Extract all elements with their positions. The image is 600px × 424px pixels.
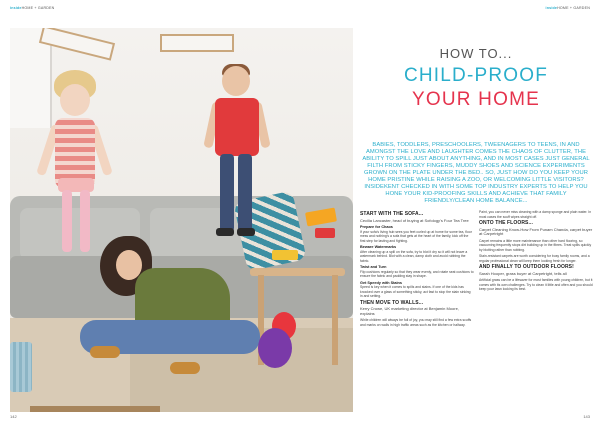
toy-red [315,228,335,238]
body-column-2 [479,210,593,294]
headline-how-to: HOW TO... [439,46,513,61]
brand-left: inside [10,6,22,10]
paragraph-walls: While children will always be full of joy, you may still find a few extra scuffs and marks on walls in high traffic areas such as the kitchen or hallway. [360,318,472,327]
paragraph-grass: Artificial grass can be a lifesaver for most families with young children, but it comes with its own challenges. Try to clean it little and often and you should keep your lawn looking its best. [479,278,593,291]
section-heading-floors: ONTO THE FLOORS... [479,220,533,226]
byline-sofa: Cecilia Lancaster, head of buying at Sofology's Four Tea Tree [360,217,469,223]
headline-your-home: YOUR HOME [412,89,540,110]
boy-leg-left [220,154,234,232]
page-number-right: 143 [583,414,590,419]
running-header-right [546,6,590,10]
subheading-prepare: Prepare for Chaos [360,225,393,229]
headline-child-proof: CHILD-PROOF [403,65,549,86]
section-heading-outdoor: AND FINALLY TO OUTDOOR FLOORS! [479,264,574,270]
section-right: HOME + GARDEN [557,6,590,10]
byline-outdoor: Sarah Hooper, grass buyer at Carpetright, tells all [479,270,567,276]
paragraph-twist: Flip cushions regularly so that they wear evenly, and rotate seat cushions to ensure the fabric and padding stay in shape. [360,269,474,278]
headline [360,46,592,111]
paragraph-watermarks: After cleaning up a spill on the sofa, try to blot it dry so it will not leave a watermark behind. Blot with a clean, damp cloth and avoid rubbing the fabric. [360,249,468,263]
body-column-1 [360,210,474,329]
boy-red-shirt [215,98,259,156]
girl-head [60,84,90,116]
section-heading-sofa: START WITH THE SOFA... [360,211,424,217]
paragraph-paint: Paint, you can never miss cleaning with a damp sponge and plain water. In most cases the scuff wipes straight off. [479,210,592,219]
paragraph-carpet: Carpet remains a little more maintenance than other hard flooring, so vacuuming frequently stops dirt building up in the fibres. Treat spills quickly by blotting rather than rubbing. [479,238,592,252]
subheading-watermarks: Beware Watermarks [360,245,397,249]
balloon-purple [258,328,292,368]
byline-walls: Kerry Crowe, UK marketing director at Benjamin Moore, explains [360,306,459,316]
byline-floors: Carpet Cleaning Know-How From Punam Chanda, carpet buyer at Carpetright [479,226,593,236]
boy-shoe-left [216,228,234,236]
picture-frame-right [160,34,234,52]
side-table-top [250,268,345,276]
mother-shoe-left [90,346,120,358]
family-living-room-photo [10,28,353,412]
toy-basket [10,342,32,392]
mother-shoe-right [170,362,200,374]
girl-leg-left [62,190,72,252]
intro-paragraph: BABIES, TODDLERS, PRESCHOOLERS, TWEENAGERS TO TEENS, IN AND AMONGST THE LOVE AND LAUGHTER COMES THE CHAOS OF CLUTTER, THE ABILITY TO SPILL JUST ABOUT ANYTHING, AND IN MOST CASES JUST GENERAL FILTH FROM STICKY FINGERS, MUDDY SHOES AND SCIENCE EXPERIMENTS GROWN ON THE PLATE UNDER THE BED.. SO, JUST HOW DO YOU KEEP YOUR HOME PRISTINE WHILE RAISING A ZOO, OR WELCOMING LITTLE VISITORS? INSIDEKENT CHECKED IN WITH SOME TOP INDUSTRY EXPERTS TO HELP YOU HONE YOUR KID-PROOFING SKILLS AND ACHIEVE THAT FAMILY FRIENDLY/CLEAN HOME BALANCE... [362,142,590,204]
boy-leg-right [238,154,252,232]
toy-yellow [272,250,298,260]
paragraph-prepare: If your sofa's living hub sees you feet curled up at home for some tea, floor mess and nothing's a sofa that gets at the heart of the family, kick off the first step for lasting and fighting. [360,229,472,243]
subheading-twist: Twist and Turn [360,265,387,269]
side-table-leg-right [332,275,338,365]
subheading-stains: Get Speedy with Stains [360,280,402,285]
running-header-left [10,6,54,10]
paragraph-stain-resistant: Stain-resistant carpets are worth considering for busy family rooms, and a regular professional clean will keep them looking fresh for longer. [479,254,590,263]
page-number-left: 142 [10,414,17,419]
boy-shoe-right [237,228,255,236]
girl-leg-right [80,190,90,252]
boy-head [222,66,250,96]
storage-box [30,406,160,412]
section-heading-walls: THEN MOVE TO WALLS... [360,299,424,306]
section-left: HOME + GARDEN [21,6,55,10]
paragraph-stains: Speed is key when it comes to spills and stains. If one of the kids has knocked over a glass of something sticky, act fast to stop the stain sinking in and setting. [360,285,471,298]
brand-right: inside [545,6,558,10]
